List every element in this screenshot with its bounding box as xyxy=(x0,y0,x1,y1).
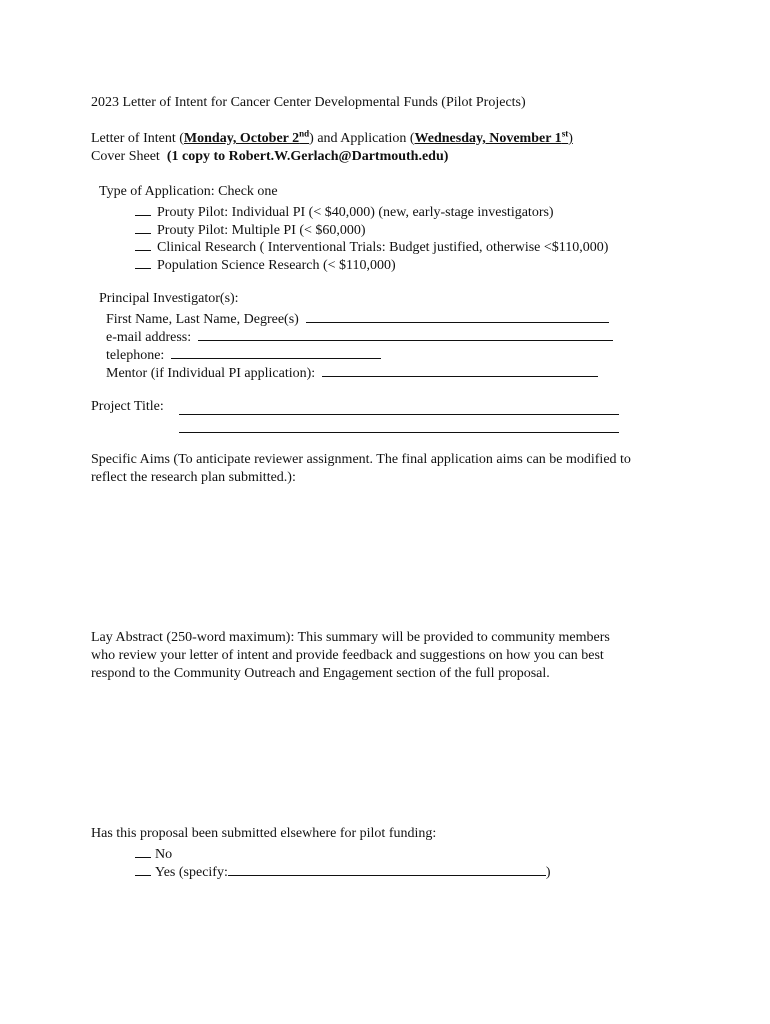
checkbox-blank[interactable] xyxy=(135,201,151,216)
pi-mentor-row xyxy=(106,362,598,383)
cover-sheet-instruction: (1 copy to Robert.W.Gerlach@Dartmouth.edu) xyxy=(166,149,449,164)
pi-phone-label: telephone: xyxy=(106,348,165,363)
pi-name-label: First Name, Last Name, Degree(s) xyxy=(106,312,299,327)
project-title-field-1[interactable] xyxy=(179,400,619,415)
specific-aims-line-1: Specific Aims (To anticipate reviewer assignment. The final application aims can be modified to xyxy=(91,452,631,467)
submitted-elsewhere-question: Has this proposal been submitted elsewhere for pilot funding: xyxy=(91,826,437,841)
lay-abstract-area[interactable] xyxy=(91,686,681,816)
lay-abstract-line-2: who review your letter of intent and provide feedback and suggestions on how you can best xyxy=(91,648,604,663)
loi-prefix: Letter of Intent ( xyxy=(91,131,184,146)
specific-aims-area[interactable] xyxy=(91,490,681,620)
loi-deadline: Monday, October 2nd xyxy=(183,128,310,146)
submitted-no-option[interactable]: No xyxy=(135,843,172,864)
pi-email-field[interactable] xyxy=(198,326,613,341)
project-title-label: Project Title: xyxy=(91,399,164,414)
specific-aims-line-2: reflect the research plan submitted.): xyxy=(91,470,296,485)
pi-heading: Principal Investigator(s): xyxy=(99,291,239,306)
checkbox-blank[interactable] xyxy=(135,236,151,251)
project-title-field-2[interactable] xyxy=(179,418,619,433)
pi-mentor-field[interactable] xyxy=(322,362,598,377)
lay-abstract-line-3: respond to the Community Outreach and Engagement section of the full proposal. xyxy=(91,666,550,681)
application-close: ) xyxy=(568,131,573,146)
option-clinical-research[interactable]: Clinical Research ( Interventional Trials: Budget justified, otherwise <$110,000) xyxy=(135,236,608,257)
project-title-row xyxy=(91,398,164,416)
cover-sheet-label: Cover Sheet xyxy=(91,149,160,164)
pi-name-field[interactable] xyxy=(306,308,609,323)
checkbox-blank[interactable] xyxy=(135,254,151,269)
checkbox-blank[interactable] xyxy=(135,219,151,234)
deadline-line xyxy=(91,130,573,148)
option-individual-pi[interactable]: Prouty Pilot: Individual PI (< $40,000) (new, early-stage investigators) xyxy=(135,201,554,222)
option-population-science[interactable]: Population Science Research (< $110,000) xyxy=(135,254,396,275)
cover-sheet-line xyxy=(91,148,448,166)
loi-close: ) xyxy=(309,131,314,146)
checkbox-blank[interactable] xyxy=(135,843,151,858)
pi-phone-field[interactable] xyxy=(171,344,381,359)
lay-abstract-line-1: Lay Abstract (250-word maximum): This summary will be provided to community members xyxy=(91,630,610,645)
pi-mentor-label: Mentor (if Individual PI application): xyxy=(106,366,316,381)
submitted-yes-option[interactable]: Yes (specify: ) xyxy=(135,861,551,882)
yes-specify-field[interactable] xyxy=(228,861,546,876)
pi-email-label: e-mail address: xyxy=(106,330,192,345)
checkbox-blank[interactable] xyxy=(135,861,151,876)
application-deadline: Wednesday, November 1st xyxy=(414,128,569,146)
form-title: 2023 Letter of Intent for Cancer Center Developmental Funds (Pilot Projects) xyxy=(91,95,526,110)
application-type-heading: Type of Application: Check one xyxy=(99,184,278,199)
application-prefix: and Application ( xyxy=(313,131,415,146)
option-multiple-pi[interactable]: Prouty Pilot: Multiple PI (< $60,000) xyxy=(135,219,366,240)
